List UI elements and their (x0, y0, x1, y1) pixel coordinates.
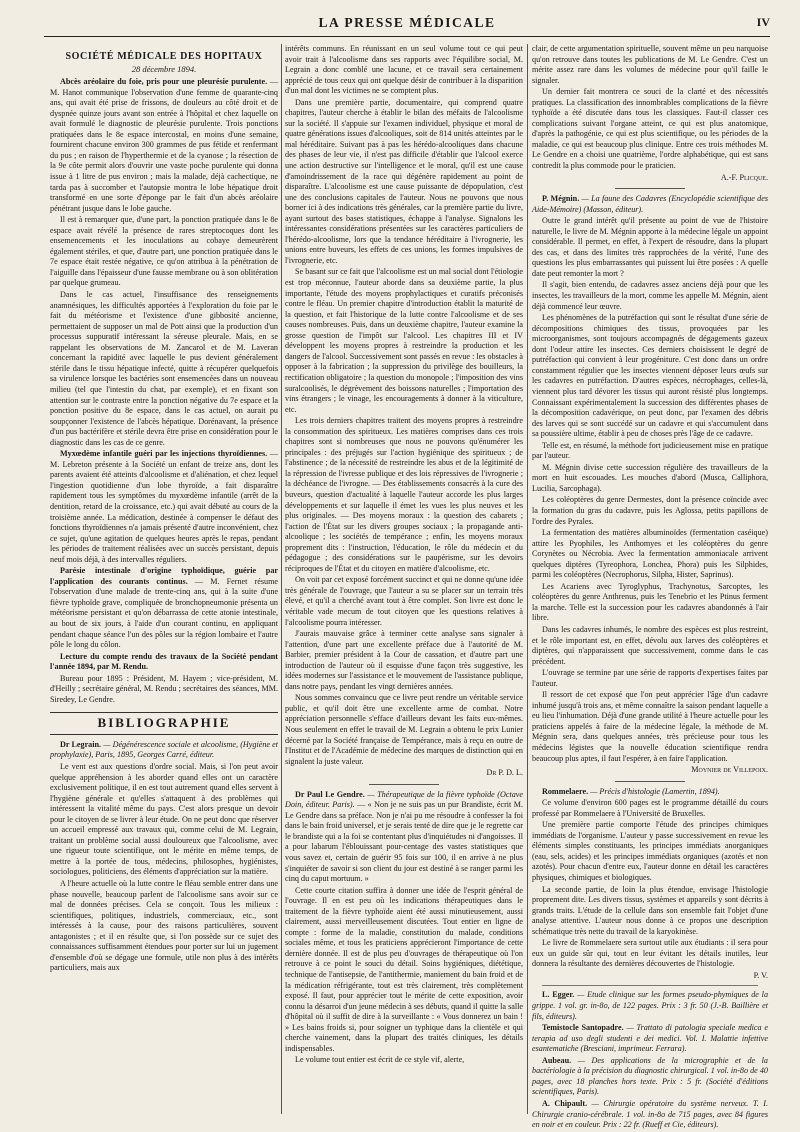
column-1 (50, 44, 278, 1122)
section-title: SOCIÉTÉ MÉDICALE DES HOPITAUX (65, 51, 263, 62)
paragraph: Les trois derniers chapitres traitent des moyens propres à restreindre la consommation des spiritueux. Les matières comprises dans ces trois chapitres sont si nombreuses que nous ne pouvons qu'énumérer les principales : des préjugés sur l'action hygiénique des spiritueux ; de l'abstinence ; de la nécessité de restreindre les abus et de la légitimité de la répression de l'ivresse publique et des lois répressives de l'ivrognerie ; la déchéance de l'ivrogne. — Des établissements consacrés à la cure des buveurs, question d'actualité à laquelle l'auteur accorde les plus larges développements et sur laquelle il émet les vues les plus neuves et les plus originales. — Des moyens moraux : la question des cabarets ; l'action de l'État sur les divers groupes sociaux ; la propagande anti-alcoolique ; les sociétés de tempérance ; enfin, les moyens moraux proprement dits : l'instruction, l'éducation, le rôle du médecin et du pédagogue ; des considérations sur le paupérisme, sur les devoirs réciproques de l'État et du citoyen en matière d'alcoolisme, etc. (285, 416, 523, 573)
review-legendre: Dr Paul Le Gendre. — Thérapeutique de la fièvre typhoïde (Octave Doin, éditeur. Paris). — « Non je ne suis pas un pur Brandiste, écrit M. Le Gendre dans sa préface. Non je n'ai pu me résoudre à confesser la foi dans le bain froid universel, et je serais tenté de dire que je le regrette car le brandiste qui a la foi se contentant plus d'inquiétudes ni d'angoisses. Il a pour labarum l'éblouissant pour-centage des vastes statistiques que vous savez et, certain de guérir 95 fois sur 100, il en arrive à ne plus s'inquiéter de savoir si son client du jour est destiné à se ranger parmi les cinq du caput mortuum. » (285, 789, 523, 884)
signature: Dr P. D. L. (486, 768, 523, 778)
separator (615, 188, 685, 189)
article-paresie: Parésie intestinale d'origine typhoïdique, guérie par l'application des courants continus. — M. Fernet résume l'observation d'une malade de trente-cinq ans, qui à la suite d'une fièvre typhoïde grave, compliquée de bronchopneumonie présenta un météorisme persistant et qu'on débarrassa de cette atonie intestinale, au bout de six jours, à l'aide d'un courant continu, en appliquant pendant chaque séance l'un des pôles sur la région lombaire et l'autre pôle le long du côlon. (50, 566, 279, 650)
article-heading: Parésie intestinale d'origine typhoïdique, guérie par l'application des courants continus. (50, 566, 278, 586)
review-author: L. Egger. (542, 990, 575, 1000)
paragraph: Dans une première partie, documentaire, qui comprend quatre chapitres, l'auteur cherche à établir le bilan des méfaits de l'alcoolisme sur la société. Il s'appuie sur l'examen individuel, physique et moral de quatre générations issues d'alcooliques, soit de 814 unités atteintes par le mal héréditaire. Suivant pas à pas les hérédo-alcooliques dans chacune des phases de leur vie, il n'est pas difficile d'établir que l'alcool exerce une action destructive sur l'intelligence et le moral, qu'il est une cause d'amoindrissement de la race qui dégénère rapidement au point de disparaître. L'alcoolisme est une cause puissante de dépopulation, c'est une des conclusions capitales de l'auteur. Nous ne pouvons que nous borner ici à des indications très générales, car la première partie du livre, ayant surtout des bases statistiques, échappe à l'analyse. Signalons les intéressantes considérations présentées sur les caractères particuliers de l'hérédo-alcoolisme, lors que la tendance héréditaire à l'ivrognerie, les unions entre buveurs, les effets de ces unions, les formes impulsives de l'ivrognerie, etc. (285, 97, 523, 265)
article-abces: Abcès aréolaire du foie, pris pour une pleurésie purulente. — M. Hanot communique l'observation d'une femme de quarante-cinq ans, qui avait été prise de frissons, de douleurs au côté droit et de dyspnée quinze jours avant son entrée à l'hôpital et chez laquelle on avait formulé le diagnostic de pleurésie purulente. Trois ponctions pratiquées dans le 8e espace intercostal, en moins d'une semaine, fournirent chacune environ 300 grammes de pus fétide et renfermant du pus ; en raison de l'hyperthermie et de la cyanose ; la résection de la 9e côte permit alors d'ouvrir une vaste poche purulente qui donna issue à 1 litre de pus environ ; mais la malade, déjà cachectique, ne tarda pas à succomber et l'autopsie montra le lobe hépatique droit transformé en une sorte d'éponge par le fait d'un abcès aréolaire pénétrant jusque dans le lobe gauche. (50, 77, 279, 213)
paragraph: Nous sommes convaincu que ce livre peut rendre un véritable service public, et qu'il doit être une excellente arme de combat. Notre appréciation personnelle s'efface d'ailleurs devant les faits eux-mêmes. Nous seulement en effet le travail de M. Legrain a obtenu le prix Lunier décerné par la Société française de Tempérance, mais à reçu en outre de l'Institut et de l'Académie de médecine des marques de distinction qui en signalent la juste valeur. (285, 693, 523, 766)
article-myxoedeme: Myxœdème infantile guéri par les injections thyroïdiennes. — M. Lebreton présente à la Société un enfant de treize ans, dont les parents avaient été atteints d'alcoolisme et d'aliénation, et chez lequel l'ingestion quotidienne d'un lobe thyroïde, a fait disparaître rapidement tous les symptômes du myxœdème infantile (arrêt de la dentition, retard de la croissance, etc.) qui avait débuté au cours de la troisième année. La médication, destinée à compenser le défaut des fonctions thyroïdiennes n'a jamais présenté d'autre inconvénient, chez ce sujet, qu'une agitation de quelques heures après le repas, pendant les périodes de traitement réalisées avec un succès persistant, depuis neuf mois déjà, à des intervalles réguliers. (50, 449, 278, 564)
paragraph: Il ressort de cet exposé que l'on peut apprécier l'âge d'un cadavre inhumé jusqu'à trois ans, et même connaître la saison pendant laquelle a eu lieu l'inhumation. Déjà d'une grande utilité à l'heure actuelle pour les praticiens appelés à faire de la médecine légale, la méthode de M. Mégnin sera, dans quelques années, très précieuse pour tous les médecins légistes que la nouvelle éducation scientifique rendra beaucoup plus aptes, il faut l'espérer, à en faire l'application. (532, 690, 768, 763)
paragraph: Outre le grand intérêt qu'il présente au point de vue de l'histoire naturelle, le livre de M. Mégnin apporte à la médecine légale un appoint considérable. Il permet, en effet, à l'expert de résoudre, dans la plupart des cas, et dans des limites très rapprochées de la vérité, l'une des questions les plus embarrassantes qui puissent lui être posées : A quelle date peut remonter la mort ? (532, 216, 768, 278)
book-santopadre: Temistocle Santopadre. — Trattato di patologia speciale medica e terapia ad uso degli studenti e dei medici. Vol. I. Malattie infettive esantematiche (Bresciani, imprimeur. Ferrara). (532, 1023, 769, 1054)
page-number: IV (756, 15, 770, 29)
running-head (44, 12, 770, 34)
review-author: Aubeau. (542, 1055, 572, 1065)
separator (369, 784, 439, 785)
paragraph: Le vent est aux questions d'ordre social. Mais, si l'on peut avoir quelque appréhension à les aborder quand elles ont un caractère exclusivement politique, il en est tout autrement quand elles servent à l'hygiène générale et qu'elles s'attaquent à des problèmes qui intéressent la vitalité même du pays. C'est alors presque un devoir pour le citoyen de se livrer à leur étude. On ne peut donc que réserver un accueil empressé aux travaux qui, comme celui de M. Legrain, traitant un problème social aussi douloureux que l'alcoolisme, avec une rigueur toute scientifique, ont le mérite en même temps, de mettre à la portée de tous, médecins, philosophes, hygiénistes, sociologues, politiciens, des éléments d'appréciation sur la matière. (50, 762, 278, 877)
paragraph: Telle est, en résumé, la méthode fort judicieusement mise en pratique par l'auteur. (532, 440, 768, 461)
paragraph: A l'heure actuelle où la lutte contre le fléau semble entrer dans une phase nouvelle, beaucoup parlent de l'alcoolisme sans avoir sur ce mal de données précises. Cela se conçoit. Tous les milieux : scientifiques, politiques, industriels, commerciaux, etc., sont intéressés à la cause, pour des raisons particulières, souvent antagonistes ; et il en résulte que, si l'on possède sur ce sujet des connaissances suffisamment étendues pour porter sur lui un jugement d'ensemble d'où se dégage une formule, utile non plus à des intérêts particuliers, mais aux (50, 879, 278, 973)
book-chipault: A. Chipault. — Chirurgie opératoire du système nerveux. T. I. Chirurgie cranio-cérébrale. 1 vol. in-8o de 715 pages, avec 84 figures en noir et en couleur. Prix : 22 fr. (Rueff et Cie, éditeurs). (532, 1098, 769, 1130)
article-compte-rendu (50, 652, 278, 673)
paragraph: Ce volume d'environ 600 pages est le programme détaillé du cours professé par Rommelaere à l'Université de Bruxelles. (532, 798, 768, 818)
separator (615, 781, 685, 782)
separator (542, 985, 758, 986)
paragraph: On voit par cet exposé forcément succinct et qui ne donne qu'une idée très générale de l'ouvrage, que l'auteur a su se placer sur un terrain très élevé, et qu'il a cherché avant tout à être complet. Son livre est donc le véritable vade mecum de tout citoyen que les questions relatives à l'alcoolisme pourra intéresser. (285, 575, 523, 627)
review-author: P. Mégnin. (542, 194, 580, 204)
paragraph: Les Acariens avec Tyroglyphus, Trachynotus, Sarcoptes, les coléoptères du genre Anthrenus, puis les Tenebrio et les Ptinus ferment la marche. Telle est la succession pour les cadavres abandonnés à l'air libre. (532, 581, 768, 623)
paragraph: Le livre de Rommelaere sera surtout utile aux étudiants : il sera pour eux un guide sûr qui, tout en leur évitant les détails inutiles, leur donnera la résultante des dernières découvertes de l'histologie. (532, 938, 768, 969)
paragraph: Les phénomènes de la putréfaction qui sont le résultat d'une série de décompositions chimiques des tissus, provoquées par les microorganismes, sont toujours accompagnés de dégagements gazeux dont l'odeur attire les insectes. Ces derniers choisissent le degré de putréfaction qui convient à leur progéniture. C'est donc dans un ordre constamment régulier que les insectes viennent déposer leurs œufs sur les cadavres en putréfaction. D'autres espèces, nécrophages, celles-là, viennent plus tard dévorer les tissus qui auront résisté plus longtemps. Connaissant expérimentalement la succession des différentes phases de la décomposition cadavérique, on peut donc, par l'examen des débris des larves qui se sont succédé sur un cadavre et qui s'accumulent dans sa poussière ultime, établir à peu de choses près l'âge de ce cadavre. (532, 313, 768, 439)
paragraph: intérêts communs. En réunissant en un seul volume tout ce qui peut avoir trait à l'alcoolisme dans ses rapports avec l'équilibre social, M. Legrain a donc comblé une lacune, et ce travail sera certainement apprécié de tous ceux qui ont quelque désir de contribuer à la disparition d'un mal dont les victimes ne se comptent plus. (285, 44, 523, 96)
paragraph: Le volume tout entier est écrit de ce style vif, alerte, (295, 1055, 465, 1065)
paragraph: J'aurais mauvaise grâce à terminer cette analyse sans signaler à l'attention, d'une part une excellente préface due à l'autorité de M. Barbier, premier président à la Cour de cassation, et d'autre part une introduction de l'auteur où il esquisse d'une façon très suggestive, les idées modernes sur l'assistance et le mouvement de l'assistance publique, dans notre pays, pendant les vingt dernières années. (285, 629, 523, 691)
review-rommelaere: Rommelaere. — Précis d'histologie (Lamertin, 1894). (542, 786, 720, 796)
bibliographie-heading: BIBLIOGRAPHIE (50, 712, 278, 735)
paragraph: Cette courte citation suffira à donner une idée de l'esprit général de l'ouvrage. Il en est peu où les indications thérapeutiques dans le traitement de la fièvre typhoïde aient été aussi minutieusement, aussi clairement, aussi merveilleusement discutées. Tout entier en ligne de compte : forme de la maladie, constitution du malade, conditions sociales même, et tous les praticiens apprécieront l'importance de cette dernière donnée. Il est de plus peu d'ouvrages de thérapeutique où l'on retrouve à ce point le souci du détail. Soins hygiéniques, diététique, technique de l'antisepsie, de l'antithermie, maniement du bain froid et de la médication réfrigérante, tout est très clairement, très complètement exposé. Il faut, pour apprécier tout le mérite de cette exposition, avoir connu la désarroi d'un jeune médecin à ses débuts, quand il quitte la salle d'hôpital où il suffit de dire à la surveillante : « Vous donnerez un bain ! » Les bains froids si, pour soigner un typhique dans la clientèle et qui cherche vainement, dans la plupart des traités cliniques, les détails indispensables. (285, 885, 523, 1053)
review-author: Dr Paul Le Gendre. (295, 789, 365, 799)
column-2 (285, 44, 523, 1122)
article-heading: Lecture du compte rendu des travaux de la Société pendant l'année 1894, par M. Rendu. (50, 651, 278, 672)
article-heading: Myxœdème infantile guéri par les injections thyroïdiennes. (60, 449, 268, 459)
header-rule (44, 36, 770, 37)
paragraph: Il est à remarquer que, d'une part, la ponction pratiquée dans le 8e espace avait révélé la présence de rares streptocoques dont les ensemencements et les inoculations au cobaye demeurèrent également stériles, et que, d'autre part, une ponction pratiquée dans le 7e espace était restée négative, ce qu'on attribua à la pénétration de l'aiguille dans l'épaisseur d'une fausse membrane ou à son oblitération par quelque grumeau. (50, 215, 278, 288)
review-author: A. Chipault. (542, 1098, 588, 1108)
column-3 (532, 44, 769, 1130)
paragraph: Dans les cadavres inhumés, le nombre des espèces est plus restreint, et le rôle important est, en effet, dévolu aux larves des coléoptères et diptères, qui n'apparaissent que successivement, comme dans le cas précédent. (532, 624, 768, 666)
paragraph: L'ouvrage se termine par une série de rapports d'expertises faites par l'auteur. (532, 668, 768, 688)
book-aubeau: Aubeau. — Des applications de la micrographie et de la bactériologie à la précision du diagnostic chirurgical. 1 vol. in-8o de 40 pages, avec 18 planches hors texte. Prix : 5 fr. (Société d'éditions scientifiques, Paris). (532, 1055, 768, 1097)
column-divider (281, 44, 282, 1114)
paragraph: Les coléoptères du genre Dermestes, dont la présence coïncide avec la formation du gras du cadavre, puis les Aglossa, petits papillons de l'ordre des Pyrales. (532, 495, 768, 526)
review-legrain: Dr Legrain. — Dégénérescence sociale et alcoolisme, (Hygiène et prophylaxie), Paris, 1895, Georges Carré, éditeur. (50, 739, 278, 760)
review-author: Rommelaere. (542, 786, 589, 796)
signature: Moynier de Villepoix. (691, 765, 768, 775)
column-divider (527, 44, 528, 1114)
paragraph: Dans le cas actuel, l'insuffisance des renseignements anamnésiques, les difficultés apportées à l'exploration du foie par le fait du météorisme et l'existence d'une gibbosité ancienne, permettaient de supposer un mal de Pott ainsi que la production d'un processus suppuratif intéressant la séreuse pleurale. Mais, en se rappelant les observations de M. Zancarol et de M. Laveran concernant la rapidité avec laquelle le pus devient généralement stérile dans le tissu hépatique infecté, quitte à récupérer quelquefois sa virulence lorsque les bactéries sont ensemencées dans un nouveau milieu (tel que l'intestin du chat, par exemple), et en fixant son attention sur le contraste entre la ponction négative du 7e espace et la ponction positive du 8e espace, dans le cas actuel, on aurait pu soupçonner l'existence de l'abcès hépatique. Dorénavant, la présence d'un pus bactérifère et stérile devra être prise en considération pour le diagnostic dans les cas de ce genre. (50, 290, 278, 447)
paragraph: Un dernier fait montrera ce souci de la clarté et des nécessités pratiques. La classification des innombrables complications de la fièvre typhoïde a été discutée dans tous les classiques. Faut-il classer ces complications suivant l'organe atteint, ce qui est plus anatomique, d'après la pathogénie, ce qui est plus scientifique, ou les périodes de la maladie, ce qui est beaucoup plus clinique. Entre ces trois méthodes M. Le Gendre en a choisi une quatrième, l'ordre alphabétique, qui est sans contredit la plus commode pour le praticien. (532, 87, 768, 171)
section-date: 28 décembre 1894. (131, 63, 197, 74)
paragraph: La fermentation des matières albuminoïdes (fermentation caséique) attire les Pyophiles, les Anthomyes et les coléoptères du genre Corynètes ou Nécrobia. Avec la fermentation ammoniacale arrivent quelques diptères (Tyreophora, Lonchea, Phora) puis les Silphides, parmi les coléoptères (Necrophorus, Silpha, Hister, Saprinus). (532, 528, 768, 580)
paragraph: Il s'agit, bien entendu, de cadavres assez anciens déjà pour que les insectes, les travailleurs de la mort, comme les appelle M. Mégnin, aient déjà commencé leur œuvre. (532, 280, 768, 311)
paragraph: La seconde partie, de loin la plus étendue, envisage l'histologie proprement dite. Les divers tissus, systèmes et appareils y sont décrits à grands traits. L'étude de la cellule dans son ensemble fait l'objet d'une analyse attentive. L'auteur nous donne à ce propos une description schématique très nette du travail de la karyokinèse. (532, 884, 768, 936)
paragraph: clair, de cette argumentation spirituelle, souvent même un peu narquoise qu'on retrouve dans toutes les publications de M. Le Gendre. C'est un mérite assez rare dans les volumes de médecine pour qu'il faille le signaler. (532, 44, 768, 85)
signature: P. V. (753, 970, 768, 980)
book-egger: L. Egger. — Etude clinique sur les formes pseudo-phymiques de la grippe. 1 vol. gr. in-8o, de 122 pages. Prix : 3 fr. 50 (J.-B. Baillière et fils, éditeurs). (532, 990, 769, 1021)
review-author: Dr Legrain. (60, 739, 102, 749)
article-heading: Abcès aréolaire du foie, pris pour une pleurésie purulente. (60, 77, 268, 87)
journal-title: LA PRESSE MÉDICALE (318, 15, 496, 30)
paragraph: M. Mégnin divise cette succession régulière des travailleurs de la mort en huit escouades. Les mouches d'abord (Musca, Calliphora, Lucilia, Sarcophaga). (532, 462, 768, 493)
paragraph: Se basant sur ce fait que l'alcoolisme est un mal social dont l'étiologie est trop méconnue, l'auteur aborde dans sa deuxième partie, la plus importante, l'étude des moyens prophylactiques et curatifs préconisés contre le fléau. Un premier chapitre d'introduction établit la maturité de la question, et fait l'historique de la lutte contre l'alcoolisme et de ses causes nombreuses. Puis, dans un deuxième chapitre, l'auteur examine la grosse question de l'impôt sur l'alcool. Les chapitres III et IV développent les moyens propres à restreindre la production et les dangers de l'alcool. Successivement sont passés en revue : les obstacles à opposer à la fabrication ; la suppression du privilège des bouilleurs, la rectification obligatoire ; la question du monopole ; l'imposition des vins suralcoolisés, le dégrèvement des boissons naturelles ; l'importation des vins étrangers ; le vinage, les encouragements à donner à la viticulture, etc. (285, 267, 523, 414)
signature: A.-F. Plicque. (720, 172, 768, 182)
paragraph: Une première partie comporte l'étude des principes chimiques immédiats de l'organisme. L'auteur y passe successivement en revue les éléments simples constituants, les principes immédiats anorganiques (eau, sels, acides) et les principes immédiats organiques (azotés et non azotés). Pour chacun d'entre eux, l'auteur donne en détail les caractères physiques, chimiques et biologiques. (532, 820, 768, 883)
paragraph: Bureau pour 1895 : Président, M. Hayem ; vice-président, M. d'Heilly ; secrétaire général, M. Rendu ; secrétaires des séances, MM. Siredey, Le Gendre. (50, 673, 278, 704)
review-author: Temistocle Santopadre. (542, 1023, 624, 1033)
review-megnin: P. Mégnin. — La faune des Cadavres (Encyclopédie scientifique des Aide-Mémoire) (Masson, éditeur). (532, 194, 769, 214)
